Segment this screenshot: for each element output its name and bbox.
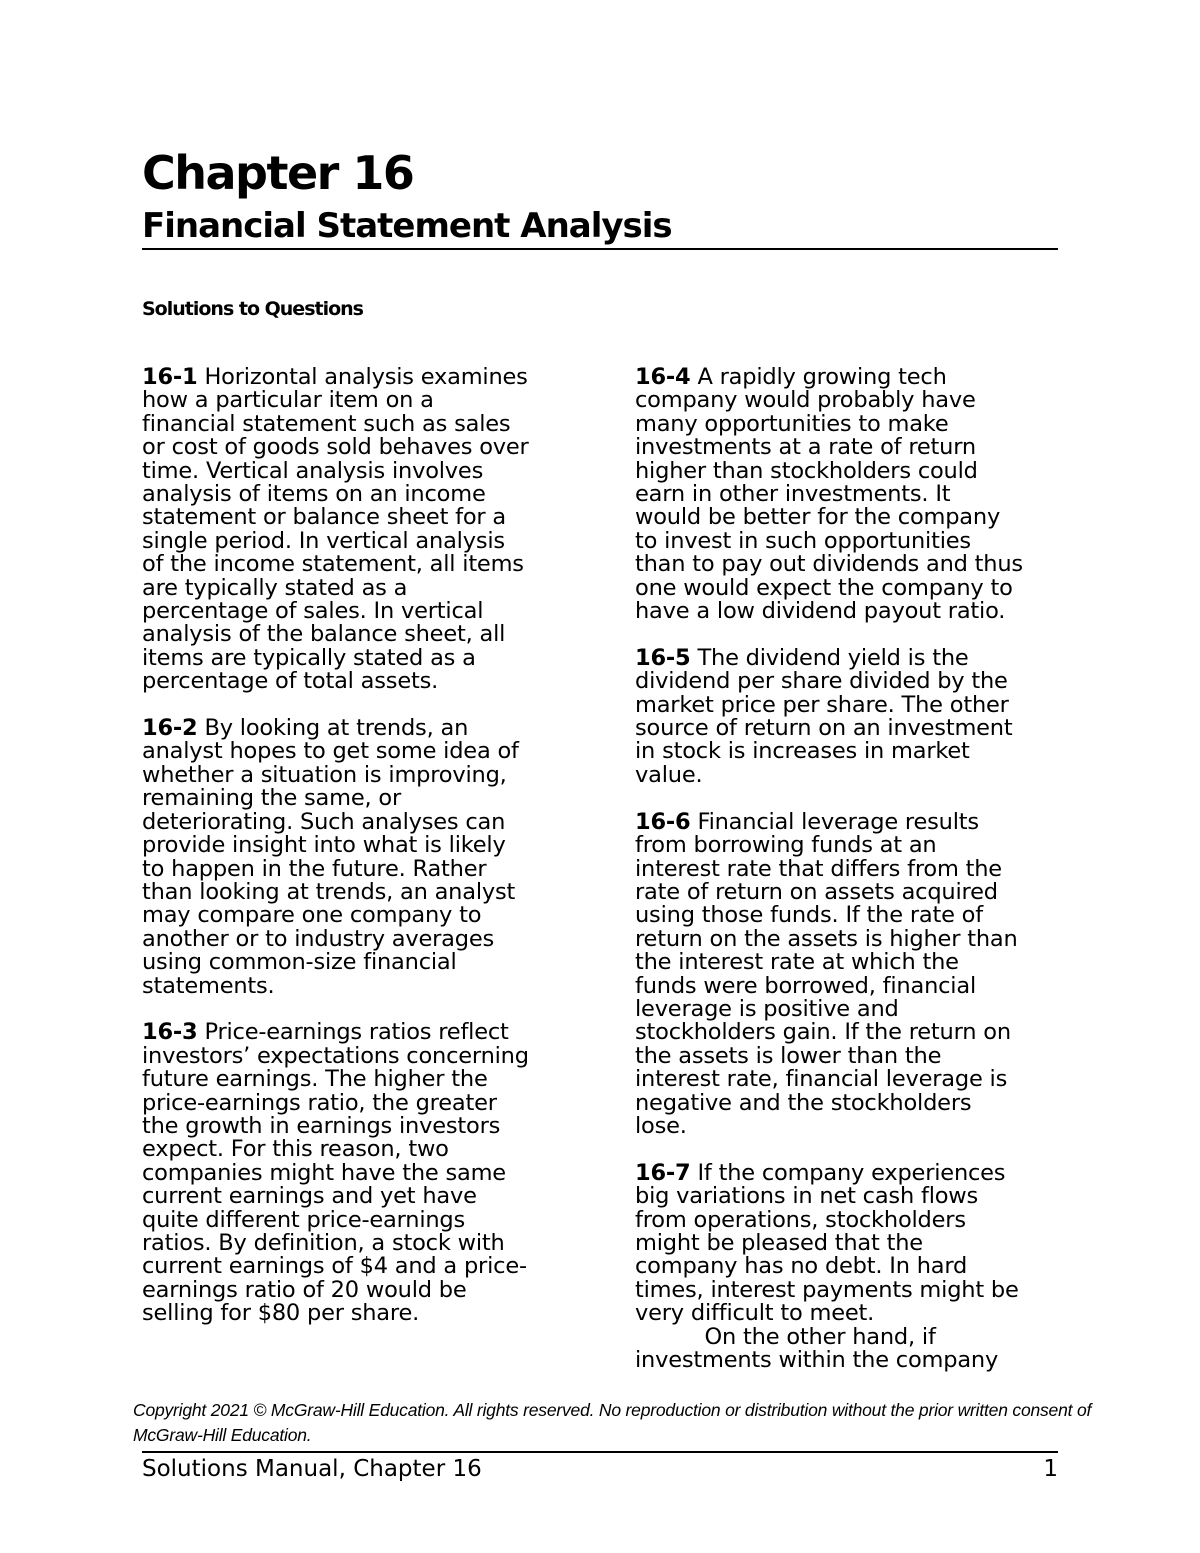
answer-line: future earnings. The higher the [142, 1066, 488, 1093]
answer-line: quite different price-earnings [142, 1206, 466, 1233]
answer-line: Horizontal analysis examines [197, 364, 528, 390]
answer-line: of the income statement, all items [142, 551, 524, 578]
answer-line: ratios. By definition, a stock with [142, 1230, 505, 1256]
answer-line: rate of return on assets acquired [635, 878, 998, 905]
answer-line: statement or balance sheet for a [142, 504, 507, 531]
answer-line: Financial leverage results [690, 808, 979, 835]
answer-line: negative and the stockholders [635, 1089, 972, 1116]
answer-line: If the company experiences [690, 1159, 1006, 1186]
answer-line: The dividend yield is the [690, 644, 969, 671]
answer-line: value. [635, 761, 703, 788]
left-column [142, 366, 574, 1349]
answer-line: company has no debt. In hard [635, 1253, 968, 1280]
answer-line: price-earnings ratio, the greater [142, 1089, 497, 1116]
answer-line: interest rate, financial leverage is [635, 1066, 1008, 1093]
chapter-title: Chapter 16 [142, 146, 414, 200]
question-number: 16-6 [635, 808, 691, 835]
answer-line: big variations in net cash flows [635, 1183, 979, 1210]
answer-line: to invest in such opportunities [635, 527, 971, 554]
answer-line: investments at a rate of return [635, 434, 976, 461]
answer-line: market price per share. The other [635, 691, 1009, 718]
answer-line: time. Vertical analysis involves [142, 457, 484, 484]
answer-line: leverage is positive and [635, 995, 899, 1022]
answer-line: investments within the company [635, 1347, 999, 1374]
answer-line: one would expect the company to [635, 574, 1013, 601]
answer-16-7 [635, 1159, 1067, 1374]
question-number: 16-2 [142, 715, 198, 742]
answer-line: many opportunities to make [635, 410, 949, 437]
answer-16-2 [142, 717, 574, 998]
answer-line: analysis of the balance sheet, all [142, 621, 506, 648]
answer-16-6 [635, 808, 1067, 1139]
answer-line: from operations, stockholders [635, 1206, 966, 1233]
answer-line: earnings ratio of 20 would be [142, 1276, 467, 1303]
answer-line: another or to industry averages [142, 925, 494, 952]
answer-line: higher than stockholders could [635, 457, 978, 484]
answer-line: dividend per share divided by the [635, 668, 1008, 695]
question-number: 16-7 [635, 1159, 691, 1186]
answer-line: deteriorating. Such analyses can [142, 808, 506, 835]
title-divider [142, 248, 1058, 250]
answer-line: investors’ expectations concerning [142, 1042, 529, 1069]
answer-line: items are typically stated as a [142, 644, 476, 671]
page-number: 1 [1043, 1456, 1058, 1482]
answer-line: analysis of items on an income [142, 481, 486, 508]
answer-line: On the other hand, if [635, 1323, 936, 1350]
question-number: 16-1 [142, 364, 198, 390]
answer-line: have a low dividend payout ratio. [635, 598, 1006, 625]
answer-line: current earnings and yet have [142, 1183, 477, 1210]
answer-line: whether a situation is improving, [142, 761, 507, 788]
answer-line: or cost of goods sold behaves over [142, 434, 529, 461]
answer-16-3 [142, 1021, 574, 1325]
answer-line: may compare one company to [142, 902, 482, 929]
answer-line: funds were borrowed, financial [635, 972, 976, 999]
chapter-subtitle: Financial Statement Analysis [142, 206, 672, 246]
question-number: 16-5 [635, 644, 691, 671]
answer-line: current earnings of $4 and a price- [142, 1253, 527, 1280]
answer-line: provide insight into what is likely [142, 832, 506, 859]
copyright-notice: Copyright 2021 © McGraw-Hill Education. All rights reserved. No reproduction or distribution without the prior written consent of McGraw-Hill Education. [133, 1400, 1092, 1445]
answer-line: the assets is lower than the [635, 1042, 942, 1069]
answer-line: statements. [142, 972, 275, 999]
section-heading: Solutions to Questions [142, 298, 363, 320]
answer-line: would be better for the company [635, 504, 1001, 531]
answer-line: earn in other investments. It [635, 481, 951, 508]
answer-line: single period. In vertical analysis [142, 527, 505, 554]
right-column [635, 366, 1067, 1396]
answer-16-1 [142, 366, 574, 694]
answer-line: financial statement such as sales [142, 410, 511, 437]
answer-line: are typically stated as a [142, 574, 408, 601]
answer-line: Price-earnings ratios reflect [197, 1019, 509, 1046]
answer-line: from borrowing funds at an [635, 832, 937, 859]
answer-line: By looking at trends, an [197, 715, 469, 742]
answer-line: company would probably have [635, 387, 976, 414]
answer-line: interest rate that differs from the [635, 855, 1002, 882]
answer-line: percentage of total assets. [142, 668, 439, 695]
answer-line: selling for $80 per share. [142, 1300, 420, 1327]
answer-line: than looking at trends, an analyst [142, 878, 516, 905]
answer-line: A rapidly growing tech [690, 364, 947, 390]
answer-line: than to pay out dividends and thus [635, 551, 1023, 578]
answer-line: stockholders gain. If the return on [635, 1019, 1011, 1046]
answer-line: might be pleased that the [635, 1229, 923, 1256]
answer-line: using those funds. If the rate of [635, 902, 983, 929]
answer-line: very difficult to meet. [635, 1300, 875, 1327]
answer-line: the interest rate at which the [635, 949, 959, 976]
answer-line: analyst hopes to get some idea of [142, 738, 519, 765]
answer-line: times, interest payments might be [635, 1276, 1019, 1303]
answer-line: to happen in the future. Rather [142, 855, 487, 882]
footer-running-title: Solutions Manual, Chapter 16 [142, 1456, 482, 1482]
answer-line: percentage of sales. In vertical [142, 598, 484, 625]
question-number: 16-3 [142, 1019, 198, 1046]
answer-16-4 [635, 366, 1067, 623]
footer-divider [142, 1451, 1058, 1453]
answer-line: how a particular item on a [142, 387, 434, 414]
answer-line: using common-size financial [142, 949, 457, 976]
question-number: 16-4 [635, 364, 691, 390]
answer-line: source of return on an investment [635, 715, 1013, 742]
answer-line: in stock is increases in market [635, 738, 970, 765]
answer-16-5 [635, 644, 1067, 788]
answer-line: remaining the same, or [142, 785, 402, 812]
answer-line: expect. For this reason, two [142, 1136, 449, 1163]
answer-line: lose. [635, 1112, 687, 1139]
answer-line: the growth in earnings investors [142, 1112, 501, 1139]
answer-line: companies might have the same [142, 1159, 506, 1186]
answer-line: return on the assets is higher than [635, 925, 1018, 952]
